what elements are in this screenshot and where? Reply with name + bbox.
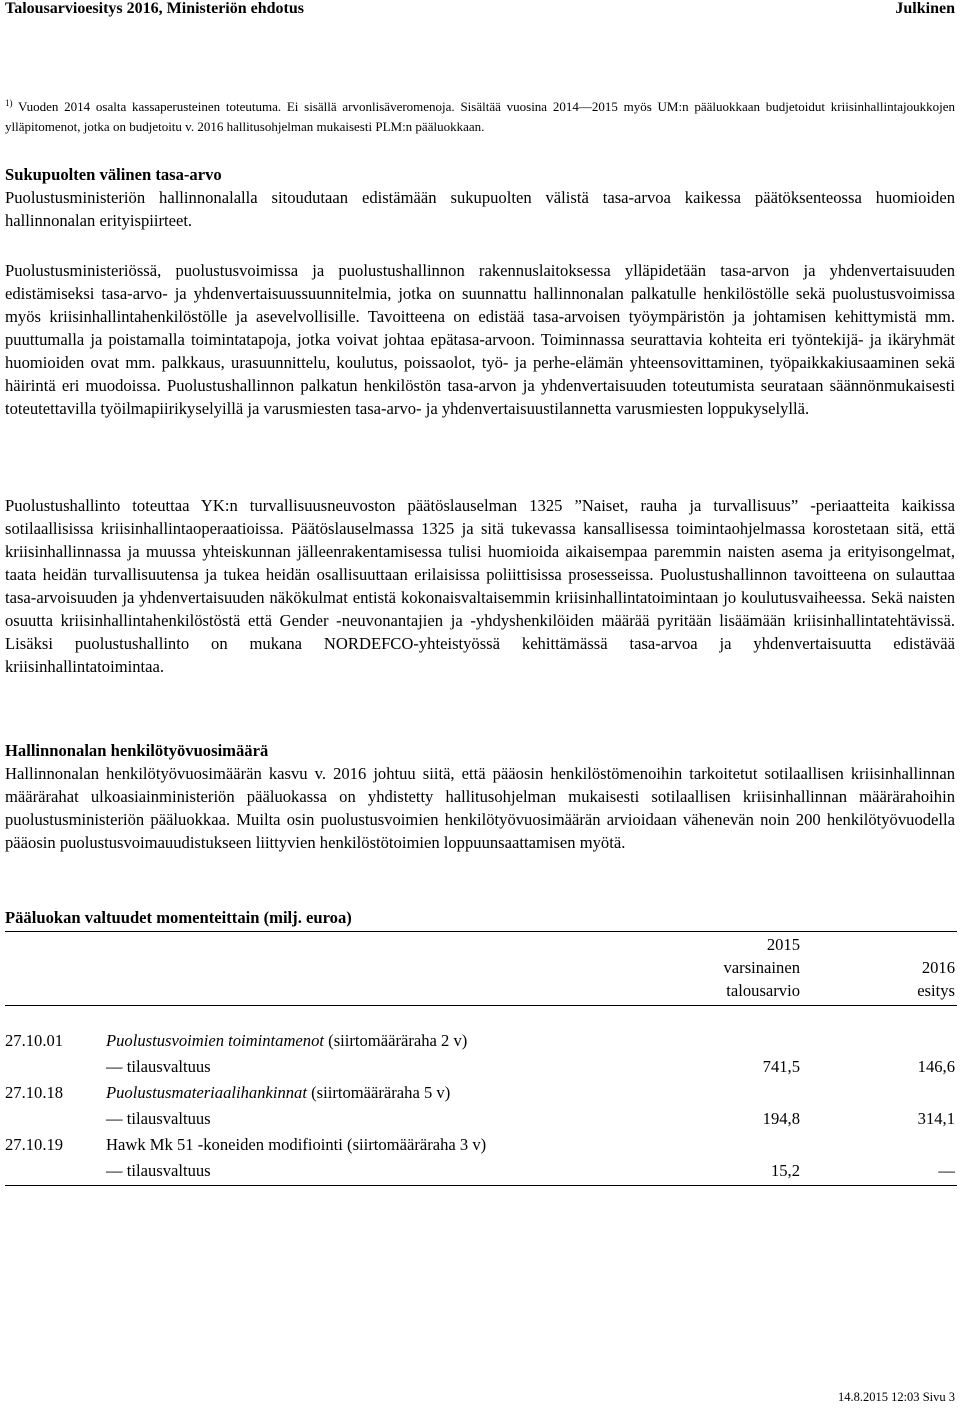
- gender-equality-paragraph-1: [5, 259, 955, 420]
- moment-subitem: — tilausvaltuus: [106, 1109, 211, 1128]
- table-row: [5, 1081, 957, 1107]
- footnote-marker: 1): [5, 98, 13, 108]
- value-2015: 15,2: [770, 1161, 800, 1180]
- table-title: Pääluokan valtuudet momenteittain (milj. euroa): [5, 908, 352, 927]
- column-header-line: talousarvio: [726, 981, 800, 1000]
- moment-title: Puolustusmateriaalihankinnat: [106, 1083, 307, 1102]
- moment-name: [106, 1133, 486, 1156]
- column-header-2015: [724, 933, 801, 1002]
- gender-equality-heading: Sukupuolten välinen tasa-arvo: [5, 165, 222, 184]
- moment-name: [106, 1029, 467, 1052]
- moment-note: Hawk Mk 51 -koneiden modifiointi (siirtomääräraha 3 v): [106, 1135, 487, 1154]
- moment-subitem: — tilausvaltuus: [106, 1057, 211, 1076]
- table-row: [5, 1055, 957, 1081]
- gender-equality-intro: Puolustusministeriön hallinnonalalla sitoudutaan edistämään sukupuolten välistä tasa-arvoa kaikessa päätöksenteossa huomioiden hallinnonalan erityispiirteet.: [5, 188, 955, 230]
- table-bottom-rule: [5, 1185, 957, 1186]
- moment-code: 27.10.01: [5, 1031, 64, 1050]
- moment-name: [106, 1081, 450, 1104]
- table-row: [5, 1029, 957, 1055]
- footer-page-number: Sivu 3: [922, 1390, 955, 1404]
- table-top-rule: [5, 931, 957, 932]
- column-header-line: 2015: [766, 935, 800, 954]
- column-header-line: esitys: [917, 981, 955, 1000]
- document-title: Talousarvioesitys 2016, Ministeriön ehdotus: [5, 0, 304, 17]
- footer-datetime: 14.8.2015 12:03: [837, 1390, 920, 1404]
- workyears-text: Hallinnonalan henkilötyövuosimäärän kasvu v. 2016 johtuu siitä, että pääosin henkilöstömenoihin tarkoitetut sotilaallisen kriisinhallinnan määrärahat ulkoasiainministeriön pääluokassa on yhdistetty hallitusohjelman mukaisesti sotilaallisen kriisinhallinnan määrärahoihin puolustusministeriön pääluokkaa. Muilta osin puolustusvoimien henkilötyövuosimäärän arvioidaan vähenevän noin 200 henkilötyövuodella pääosin puolustusvoimauudistukseen liittyvien henkilöstötoimien loppuunsaattamisen myötä.: [5, 764, 955, 852]
- column-header-line: 2016: [921, 958, 955, 977]
- table-row: [5, 1133, 957, 1159]
- moment-note: (siirtomääräraha 5 v): [306, 1083, 451, 1102]
- value-2015: 194,8: [762, 1109, 800, 1128]
- workyears-section: [5, 739, 955, 854]
- paragraph-text: Puolustusministeriössä, puolustusvoimissa ja puolustushallinnon rakennuslaitoksessa ylläpidetään tasa-arvon ja yhdenvertaisuuden edistämiseksi tasa-arvo- ja yhdenvertaisuussuunnitelmia, jotka on suunnattu hallinnonalan palkatulle henkilöstölle sekä puolustusvoimissa myös kriisinhallintahenkilöstölle ja asevelvollisille. Tavoitteena on edistää tasa-arvoisen työympäristön ja johtamisen kehittymistä mm. puuttumalla ja poistamalla toimintatapoja, jotka voivat johtaa epätasa-arvoon. Toiminnassa seurattavia kohteita eri työntekijä- ja ikäryhmät huomioiden ovat mm. palkkaus, urasuunnittelu, koulutus, poissaolot, työ- ja perhe-elämän yhteensovittaminen, työpaikkakiusaaminen sekä häirintä eri muodoissa. Puolustushallinnon palkatun henkilöstön tasa-arvon ja yhdenvertaisuuden toteutumista seurataan säännönmukaisesti toteutettavilla työilmapiirikyselyillä ja varusmiesten tasa-arvo- ja yhdenvertaisuustilannetta varusmiesten loppukyselyllä.: [5, 261, 955, 418]
- value-2015: 741,5: [762, 1057, 800, 1076]
- moment-code: 27.10.19: [5, 1135, 64, 1154]
- column-header-2016: [917, 956, 955, 1002]
- paragraph-text: Puolustushallinto toteuttaa YK:n turvallisuusneuvoston päätöslauselman 1325 ”Naiset, rauha ja turvallisuus” -periaatteita kaikissa sotilaallisissa kriisinhallintaoperaatioissa. Päätöslauselmassa 1325 ja sitä tukevassa kansallisessa toimintaohjelmassa korostetaan sitä, että kriisinhallinnassa ja muussa yhteiskunnan jälleenrakentamisessa tulisi huomioida aikaisempaa paremmin naisten asema ja erityisongelmat, taata heidän turvallisuutensa ja tukea heidän osallisuuttaan erilaisissa poliittisissa prosesseissa. Puolustushallinnon tavoitteena on sulauttaa tasa-arvoisuuden ja yhdenvertaisuuden näkökulmat entistä kokonaisvaltaisemmin kriisinhallintatoimintaan jo koulutusvaiheessa. Sekä naisten osuutta kriisinhallintahenkilöstöstä että Gender -neuvonantajien ja -yhdyshenkilöiden määrää pyritään lisäämään kriisinhallintatehtävissä. Lisäksi puolustushallinto on mukana NORDEFCO-yhteistyössä kehittämässä tasa-arvoa ja yhdenvertaisuutta edistävää kriisinhallintatoimintaa.: [5, 496, 955, 676]
- table-row: [5, 1107, 957, 1133]
- moment-note: (siirtomääräraha 2 v): [324, 1031, 468, 1050]
- gender-equality-section: [5, 163, 955, 232]
- moment-title: Puolustusvoimien toimintamenot: [106, 1031, 325, 1050]
- page-header: [5, 0, 955, 20]
- gender-equality-paragraph-2: [5, 494, 955, 678]
- table-row: [5, 1159, 957, 1185]
- footnote: [5, 97, 955, 137]
- table-header-rule: [5, 1005, 957, 1006]
- workyears-heading: Hallinnonalan henkilötyövuosimäärä: [5, 741, 269, 760]
- moment-subitem: — tilausvaltuus: [106, 1161, 211, 1180]
- column-header-line: varsinainen: [723, 958, 800, 977]
- value-2016: 146,6: [917, 1057, 955, 1076]
- classification-label: Julkinen: [895, 0, 955, 17]
- page-footer: [838, 1390, 955, 1405]
- footnote-text: Vuoden 2014 osalta kassaperusteinen toteutuma. Ei sisällä arvonlisäveromenoja. Sisältää vuosina 2014—2015 myös UM:n pääluokkaan budjetoidut kriisinhallintajoukkojen ylläpitomenot, jotka on budjetoitu v. 2016 hallitusohjelman mukaisesti PLM:n pääluokkaan.: [5, 99, 955, 134]
- value-2016: 314,1: [917, 1109, 955, 1128]
- value-2016: —: [938, 1161, 955, 1180]
- moment-code: 27.10.18: [5, 1083, 64, 1102]
